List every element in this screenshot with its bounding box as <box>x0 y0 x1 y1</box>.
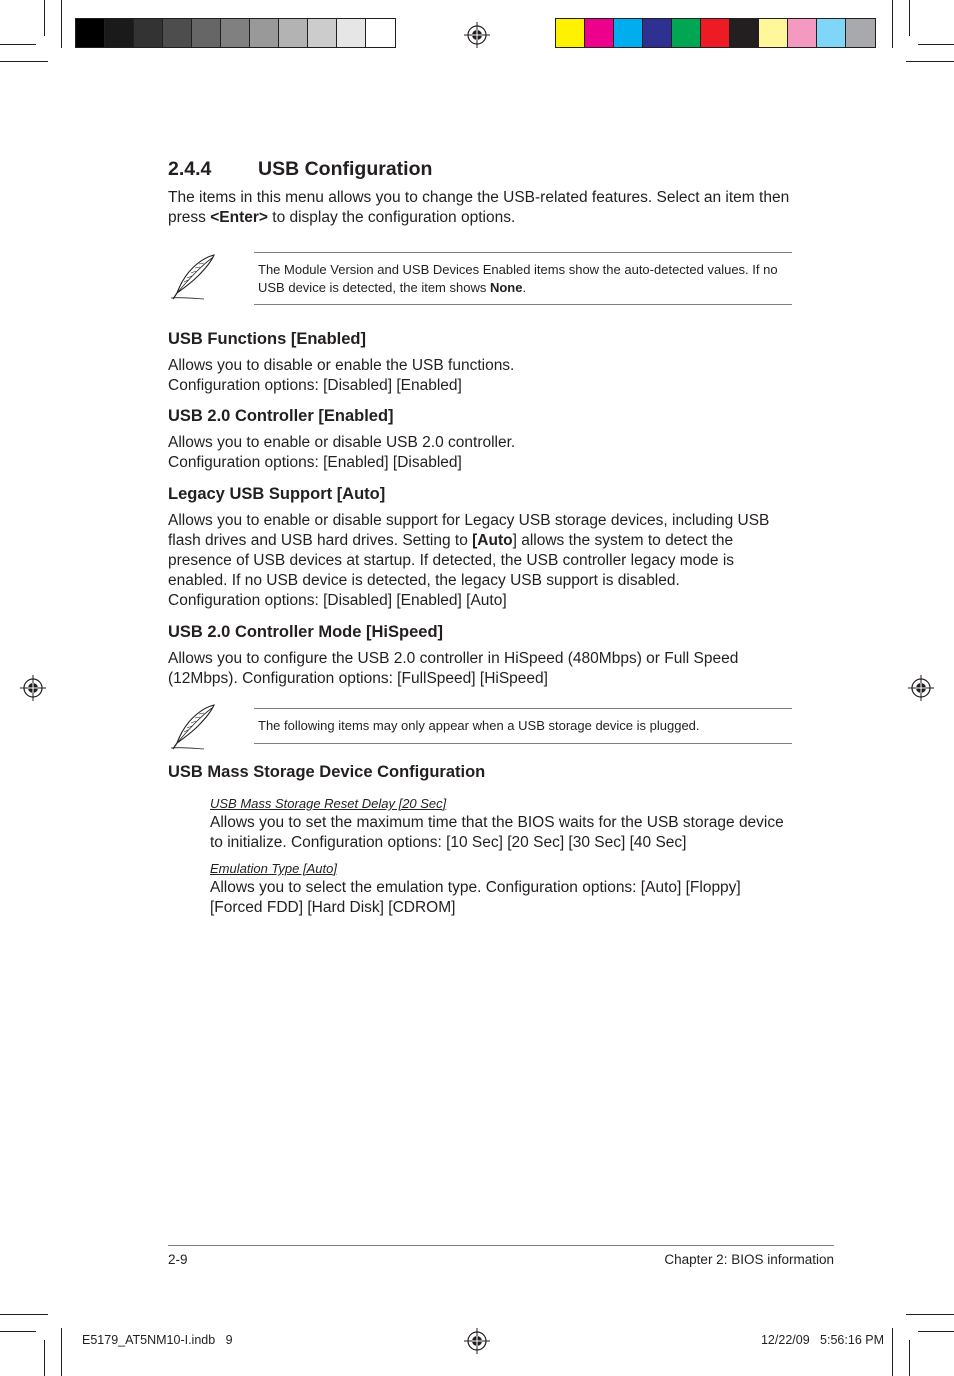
color-swatch <box>308 19 337 47</box>
timestamp-slug: 12/22/09 5:56:16 PM <box>760 1333 884 1347</box>
reset-delay-label: USB Mass Storage Reset Delay [20 Sec] <box>210 796 447 811</box>
color-swatch <box>556 19 585 47</box>
section-number: 2.4.4 <box>168 158 212 180</box>
registration-mark-icon <box>464 22 490 48</box>
auto-value-text: [Auto <box>472 532 513 549</box>
note-text: The following items may only appear when a USB storage device is plugged. <box>258 718 700 733</box>
usb20-controller-item <box>168 406 792 473</box>
mass-storage-section <box>168 762 792 918</box>
registration-mark-icon <box>908 675 934 701</box>
note-box <box>168 706 792 750</box>
page-number: 2-9 <box>168 1252 188 1267</box>
color-swatch <box>76 19 105 47</box>
color-swatch <box>221 19 250 47</box>
color-swatch <box>846 19 875 47</box>
usb-functions-desc: Allows you to disable or enable the USB functions. <box>168 357 515 374</box>
registration-mark-icon <box>20 675 46 701</box>
usb20-controller-options: Configuration options: [Enabled] [Disabled] <box>168 454 462 471</box>
color-swatch <box>730 19 759 47</box>
color-swatch <box>585 19 614 47</box>
note-box <box>168 250 792 306</box>
chapter-label: Chapter 2: BIOS information <box>664 1252 834 1267</box>
none-value-text: None <box>489 280 523 295</box>
note-text: The Module Version and USB Devices Enabled items show the auto-detected values. If no USB device is detected, the item shows None. <box>258 262 778 295</box>
color-swatch <box>192 19 221 47</box>
color-swatch <box>337 19 366 47</box>
color-swatch <box>643 19 672 47</box>
color-swatch <box>672 19 701 47</box>
emulation-type-label: Emulation Type [Auto] <box>210 861 337 876</box>
legacy-usb-options: Configuration options: [Disabled] [Enabled] [Auto] <box>168 592 507 609</box>
section-intro <box>168 188 792 228</box>
usb20-controller-desc: Allows you to enable or disable USB 2.0 controller. <box>168 434 516 451</box>
color-swatch <box>614 19 643 47</box>
legacy-usb-title: Legacy USB Support [Auto] <box>168 485 386 503</box>
grayscale-color-bar <box>75 18 396 48</box>
legacy-usb-item <box>168 484 792 611</box>
usb20-mode-desc: Allows you to configure the USB 2.0 controller in HiSpeed (480Mbps) or Full Speed (12Mbps). Configuration options: [FullSpeed] [HiSpeed] <box>168 650 739 687</box>
color-swatch <box>250 19 279 47</box>
reset-delay-desc: Allows you to set the maximum time that the BIOS waits for the USB storage device to initialize. Configuration options: [10 Sec] [20 Sec] [30 Sec] [40 Sec] <box>210 814 784 851</box>
intro-text: The items in this menu allows you to change the USB-related features. Select an item then press <box>168 189 790 226</box>
usb20-controller-title: USB 2.0 Controller [Enabled] <box>168 407 394 425</box>
usb-functions-options: Configuration options: [Disabled] [Enabled] <box>168 377 462 394</box>
color-swatch <box>701 19 730 47</box>
usb-functions-item <box>168 329 792 396</box>
color-swatch <box>163 19 192 47</box>
color-swatch <box>817 19 846 47</box>
footer-rule <box>168 1245 834 1246</box>
usb20-mode-item <box>168 622 792 689</box>
usb-functions-title: USB Functions [Enabled] <box>168 330 366 348</box>
legacy-usb-desc: Allows you to enable or disable support for Legacy USB storage devices, including USB flash drives and USB hard drives. Setting to [Auto] allows the system to detect the presence of USB devices at startup. If detected, the USB controller legacy mode is enabled. If no USB device is detected, the legacy USB support is disabled. <box>168 512 770 589</box>
feather-pen-note-icon <box>168 702 218 752</box>
process-color-bar <box>555 18 876 48</box>
feather-pen-note-icon <box>168 252 218 302</box>
registration-mark-icon <box>464 1328 490 1354</box>
file-slug: E5179_AT5NM10-I.indb 9 <box>82 1333 233 1347</box>
color-swatch <box>788 19 817 47</box>
usb20-mode-title: USB 2.0 Controller Mode [HiSpeed] <box>168 623 444 641</box>
color-swatch <box>134 19 163 47</box>
emulation-type-desc: Allows you to select the emulation type. Configuration options: [Auto] [Floppy] [Forced FDD] [Hard Disk] [CDROM] <box>210 879 741 916</box>
color-swatch <box>759 19 788 47</box>
section-title: USB Configuration <box>258 158 433 180</box>
enter-key-text: <Enter> <box>210 209 268 226</box>
color-swatch <box>279 19 308 47</box>
intro-text-end: to display the configuration options. <box>267 209 516 226</box>
color-swatch <box>105 19 134 47</box>
color-swatch <box>366 19 395 47</box>
section-heading <box>168 158 432 181</box>
mass-storage-title: USB Mass Storage Device Configuration <box>168 763 486 781</box>
